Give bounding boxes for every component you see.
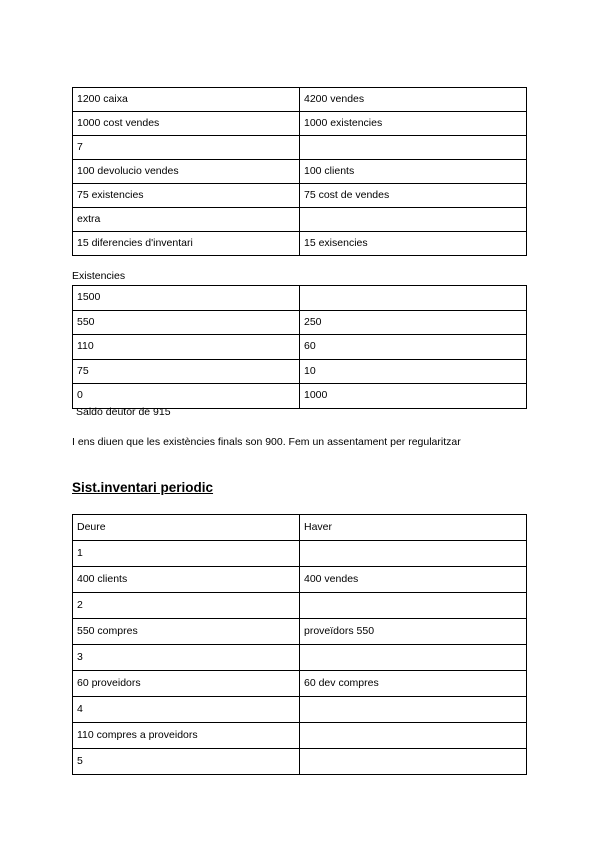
table-row [73,749,527,775]
credit-cell: 400 vendes [300,567,527,593]
credit-cell: 75 cost de vendes [300,184,527,208]
debit-cell: 60 proveidors [73,671,300,697]
table-row [73,541,527,567]
existencies-label: Existencies [72,270,126,282]
table-row [73,515,527,541]
debit-cell: 2 [73,593,300,619]
debit-cell: 7 [73,136,300,160]
table-row [73,88,527,112]
table-row [73,232,527,256]
debit-cell: 4 [73,697,300,723]
debit-cell: 400 clients [73,567,300,593]
credit-cell: 250 [300,310,527,335]
credit-cell [300,136,527,160]
debit-cell: 15 diferencies d'inventari [73,232,300,256]
debit-cell: 75 [73,359,300,384]
credit-cell: 15 exisencies [300,232,527,256]
debit-cell: 110 [73,335,300,360]
debit-cell: 550 compres [73,619,300,645]
table-row [73,384,527,409]
credit-cell: 4200 vendes [300,88,527,112]
table-row [73,184,527,208]
table-row [73,593,527,619]
debit-cell: 3 [73,645,300,671]
debit-cell: 1500 [73,286,300,311]
credit-cell [300,723,527,749]
debit-cell: 5 [73,749,300,775]
table-row [73,359,527,384]
periodic-inventory-table [72,514,527,775]
table-row [73,645,527,671]
debit-cell: 1 [73,541,300,567]
debit-cell: Deure [73,515,300,541]
credit-cell: 100 clients [300,160,527,184]
credit-cell: 1000 [300,384,527,409]
table-row [73,310,527,335]
debit-cell: 0 [73,384,300,409]
credit-cell [300,541,527,567]
table-row [73,136,527,160]
existencies-t-account [72,285,527,409]
table-row [73,619,527,645]
debit-cell: 550 [73,310,300,335]
section-heading: Sist.inventari periodic [72,480,214,495]
credit-cell: 1000 existencies [300,112,527,136]
table-row [73,112,527,136]
credit-cell [300,208,527,232]
credit-cell [300,697,527,723]
credit-cell: 10 [300,359,527,384]
debit-cell: 75 existencies [73,184,300,208]
table-row [73,697,527,723]
credit-cell: proveïdors 550 [300,619,527,645]
table-row [73,160,527,184]
debit-cell: 1000 cost vendes [73,112,300,136]
table-row [73,286,527,311]
table-row [73,567,527,593]
debit-cell: extra [73,208,300,232]
debit-cell: 100 devolucio vendes [73,160,300,184]
credit-cell [300,749,527,775]
table-row [73,723,527,749]
credit-cell [300,645,527,671]
credit-cell [300,593,527,619]
debit-cell: 1200 caixa [73,88,300,112]
table-row [73,335,527,360]
credit-cell: Haver [300,515,527,541]
credit-cell [300,286,527,311]
saldo-text: Saldo deutor de 915 [76,406,171,418]
journal-table-1 [72,87,527,256]
debit-cell: 110 compres a proveidors [73,723,300,749]
table-row [73,208,527,232]
table-row [73,671,527,697]
credit-cell: 60 dev compres [300,671,527,697]
credit-cell: 60 [300,335,527,360]
paragraph: I ens diuen que les existències finals son 900. Fem un assentament per regularitzar [72,436,461,448]
